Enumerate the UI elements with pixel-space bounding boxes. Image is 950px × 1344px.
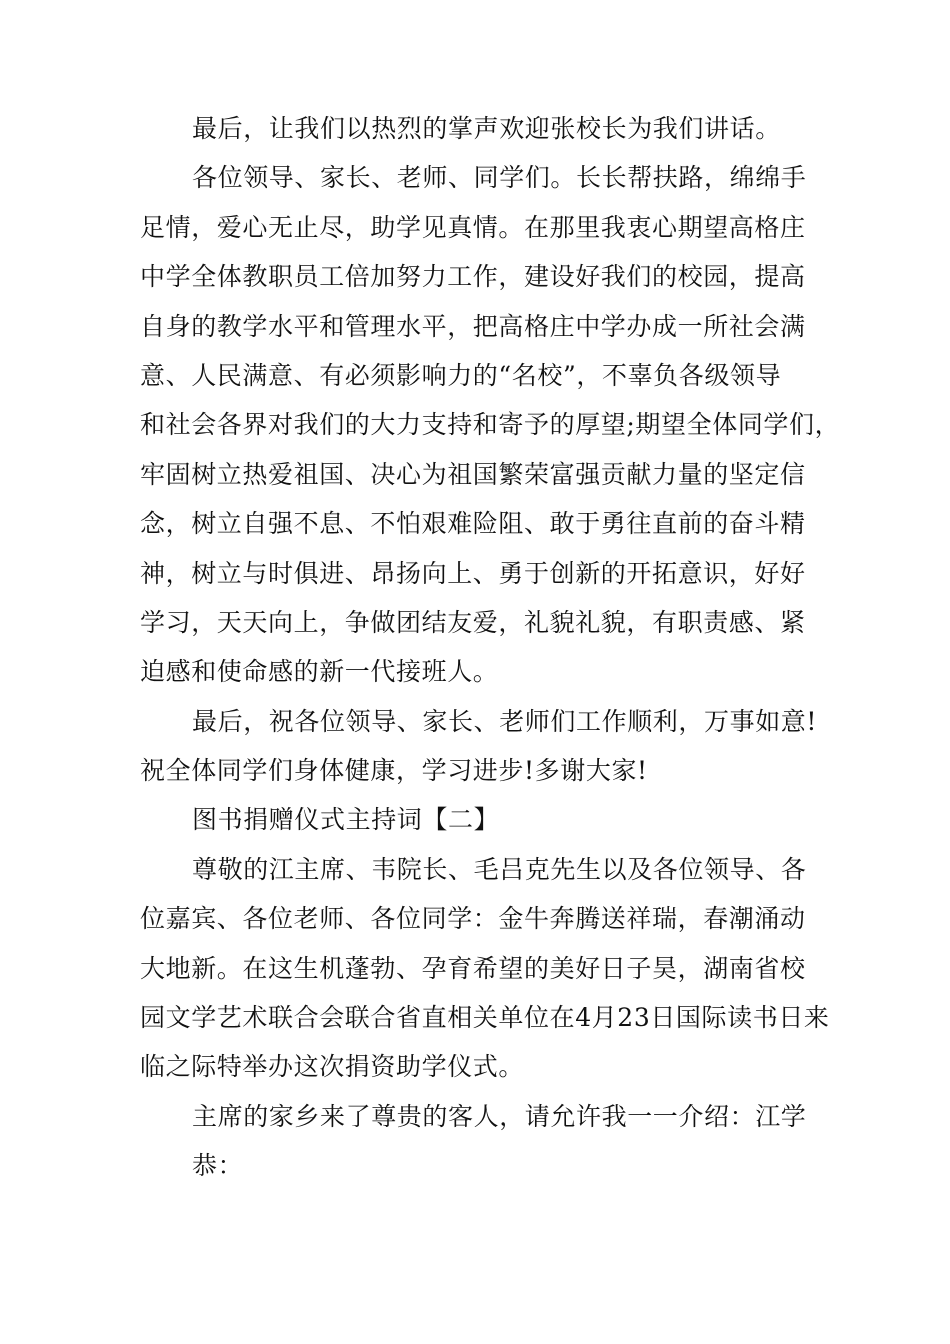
text-line: 自身的教学水平和管理水平，把高格庄中学办成一所社会满 — [140, 311, 806, 341]
text-line: 最后，让我们以热烈的掌声欢迎张校长为我们讲话。 — [192, 114, 781, 143]
text-line: 图书捐赠仪式主持词【二】 — [192, 805, 500, 835]
text-line: 和社会各界对我们的大力支持和寄予的厚望;期望全体同学们， — [140, 410, 841, 440]
text-line: 位嘉宾、各位老师、各位同学：金牛奔腾送祥瑞，春潮涌动 — [140, 904, 806, 934]
text-line: 祝全体同学们身体健康，学习进步!多谢大家! — [140, 756, 648, 786]
text-line: 临之际特举办这次捐资助学仪式。 — [140, 1052, 525, 1082]
paragraph — [140, 1141, 840, 1190]
document-body — [140, 104, 840, 1191]
text-line: 中学全体教职员工倍加努力工作，建设好我们的校园，提高 — [140, 262, 806, 292]
text-line: 主席的家乡来了尊贵的客人，请允许我一一介绍：江学 — [192, 1101, 807, 1131]
text-line: 大地新。在这生机蓬勃、孕育希望的美好日子昊，湖南省校 — [140, 953, 806, 983]
text-line: 学习，天天向上，争做团结友爱，礼貌礼貌，有职责感、紧 — [140, 607, 806, 637]
text-line: 园文学艺术联合会联合省直相关单位在4月23日国际读书日来 — [140, 1003, 830, 1033]
paragraph — [140, 153, 840, 696]
text-line: 尊敬的江主席、韦院长、毛吕克先生以及各位领导、各 — [192, 854, 807, 884]
document-page — [140, 104, 840, 1191]
paragraph — [140, 697, 840, 796]
paragraph — [140, 1092, 840, 1141]
text-line: 迫感和使命感的新一代接班人。 — [140, 657, 499, 687]
paragraph — [140, 795, 840, 844]
text-line: 各位领导、家长、老师、同学们。长长帮扶路，绵绵手 — [192, 163, 807, 193]
text-line: 足情，爱心无止尽，助学见真情。在那里我衷心期望高格庄 — [140, 212, 806, 242]
text-line: 念，树立自强不息、不怕艰难险阻、敢于勇往直前的奋斗精 — [140, 509, 806, 539]
paragraph — [140, 104, 840, 153]
text-line: 牢固树立热爱祖国、决心为祖国繁荣富强贡献力量的坚定信 — [140, 459, 806, 489]
text-line: 意、人民满意、有必须影响力的“名校”，不辜负各级领导 — [140, 360, 782, 390]
text-line: 神，树立与时俱进、昂扬向上、勇于创新的开拓意识，好好 — [140, 558, 806, 588]
text-line: 恭： — [192, 1151, 244, 1181]
paragraph — [140, 845, 840, 1092]
text-line: 最后，祝各位领导、家长、老师们工作顺利，万事如意! — [192, 706, 818, 736]
